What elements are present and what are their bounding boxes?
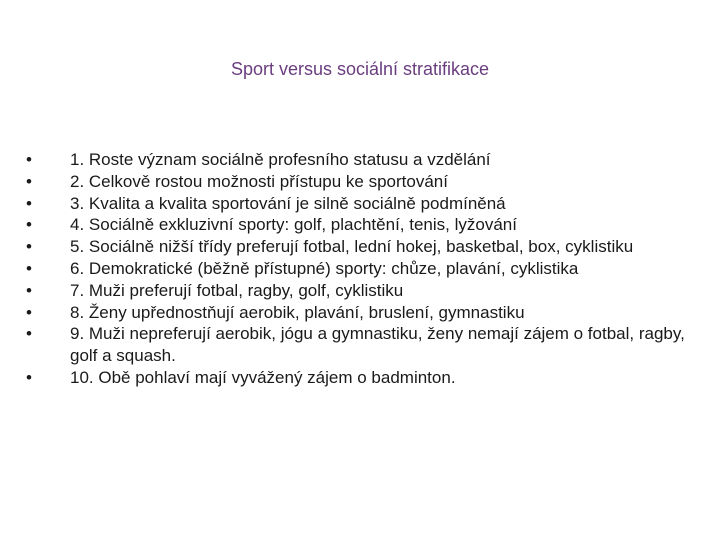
bullet-icon: •: [26, 237, 32, 257]
list-item-text: 7. Muži preferují fotbal, ragby, golf, cyklistiku: [70, 280, 404, 300]
bullet-icon: •: [26, 258, 32, 278]
bullet-icon: •: [26, 150, 32, 169]
list-item: [22, 193, 702, 215]
bullet-list: [22, 149, 702, 389]
list-item-text: 1. Roste význam sociálně profesního statusu a vzdělání: [70, 150, 491, 169]
bullet-icon: •: [26, 215, 32, 235]
bullet-icon: •: [26, 171, 32, 191]
slide-title: Sport versus sociální stratifikace: [230, 59, 490, 79]
list-item-text: 9. Muži nepreferují aerobik, jógu a gymnastiku, ženy nemají zájem o fotbal, ragby, golf a squash.: [70, 324, 685, 366]
list-item: [22, 323, 702, 367]
bullet-icon: •: [26, 302, 32, 322]
list-item-text: 6. Demokratické (běžně přístupné) sporty: chůze, plavání, cyklistika: [70, 258, 579, 278]
list-item-text: 4. Sociálně exkluzivní sporty: golf, plachtění, tenis, lyžování: [70, 215, 517, 235]
list-item: [22, 258, 702, 280]
list-item: [22, 367, 702, 389]
list-item-text: 2. Celkově rostou možnosti přístupu ke sportování: [70, 171, 448, 191]
list-item: [22, 171, 702, 193]
list-item: [22, 236, 702, 258]
bullet-icon: •: [26, 367, 32, 387]
bullet-icon: •: [26, 324, 32, 344]
list-item-text: 3. Kvalita a kvalita sportování je silně sociálně podmíněná: [70, 193, 506, 213]
list-item: [22, 214, 702, 236]
list-item-text: 8. Ženy upřednostňují aerobik, plavání, bruslení, gymnastiku: [70, 302, 525, 322]
list-item: [22, 149, 702, 171]
list-item-text: 10. Obě pohlaví mají vyvážený zájem o badminton.: [70, 367, 456, 387]
list-item: [22, 302, 702, 324]
bullet-icon: •: [26, 193, 32, 213]
list-item-text: 5. Sociálně nižší třídy preferují fotbal, lední hokej, basketbal, box, cyklistiku: [70, 237, 634, 257]
bullet-icon: •: [26, 280, 32, 300]
list-item: [22, 280, 702, 302]
